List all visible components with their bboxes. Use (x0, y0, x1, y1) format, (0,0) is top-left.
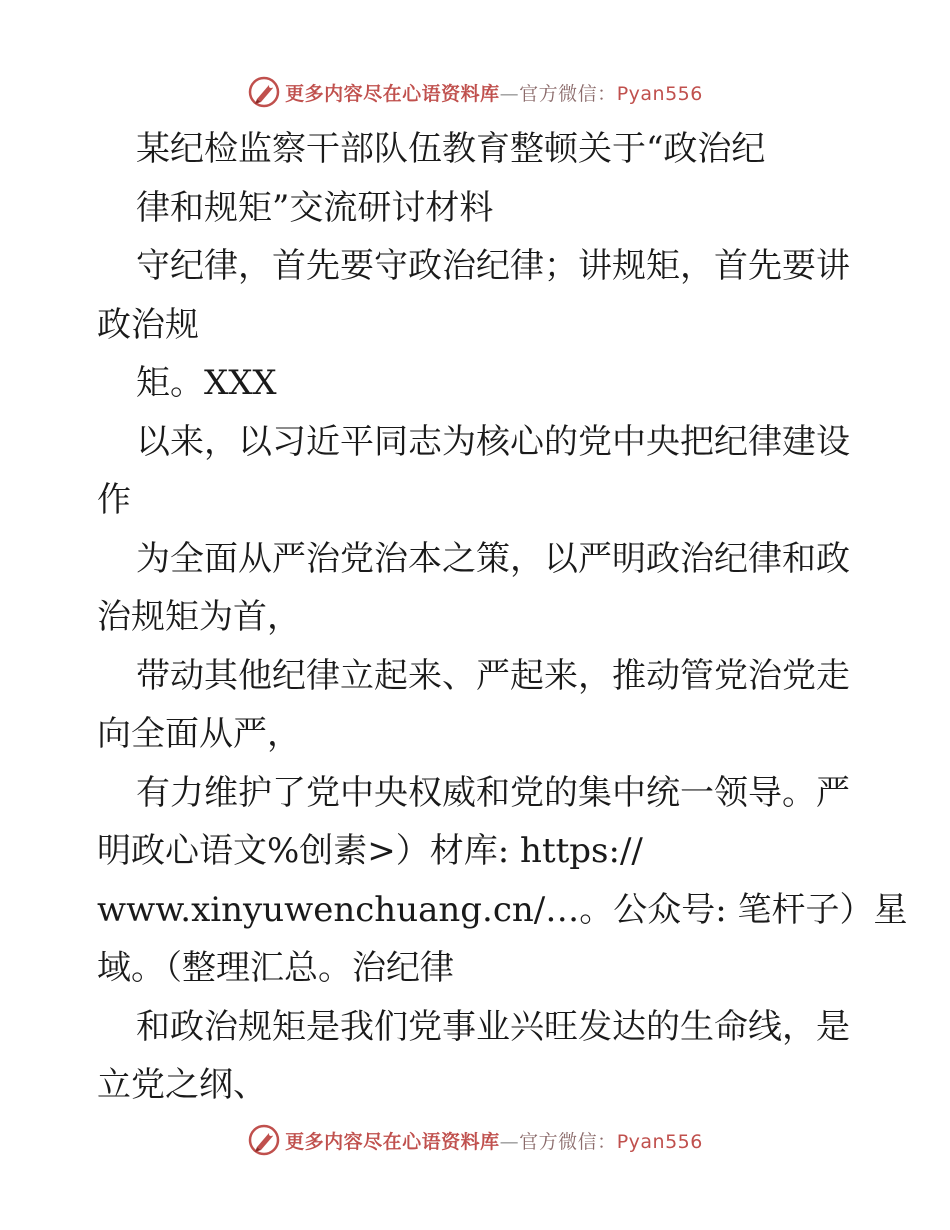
document-line: 律和规矩”交流研讨材料 (136, 187, 494, 228)
document-line: 为全面从严治党治本之策，以严明政治纪律和政 (136, 538, 850, 579)
document-line: 政治规 (97, 304, 199, 345)
document-line: 治规矩为首， (97, 597, 301, 637)
document-line: 向全面从严， (97, 714, 301, 754)
watermark-separator: — (499, 82, 520, 105)
watermark-text (285, 1127, 703, 1154)
document-line: 某纪检监察干部队伍教育整顿关于“政治纪 (136, 129, 766, 169)
document-line: 立党之纲、 (97, 1065, 267, 1105)
document-line: 以来，以习近平同志为核心的党中央把纪律建设 (136, 421, 850, 462)
document-line: 和政治规矩是我们党事业兴旺发达的生命线，是 (136, 1006, 850, 1047)
watermark-wechat-label: 官方微信： (519, 82, 617, 105)
watermark-header (0, 72, 950, 112)
document-line: 作 (97, 480, 131, 520)
pen-logo-icon (247, 1123, 281, 1157)
watermark-wechat-label: 官方微信： (519, 1130, 617, 1153)
document-line: 守纪律，首先要守政治纪律；讲规矩，首先要讲 (136, 246, 850, 286)
watermark-wechat-id: Pyan556 (616, 82, 703, 105)
document-line: www.xinyuwenchuang.cn/…。公众号: 笔杆子）星 (97, 889, 908, 930)
watermark-brand: 更多内容尽在心语资料库 (285, 1130, 500, 1153)
watermark-separator: — (499, 1130, 520, 1153)
document-line: 有力维护了党中央权威和党的集中统一领导。严 (136, 772, 850, 813)
watermark-wechat-id: Pyan556 (616, 1130, 703, 1153)
document-line: 明政心语文%创素>）材库: https:// (97, 831, 643, 871)
watermark-brand: 更多内容尽在心语资料库 (285, 82, 500, 105)
document-line: 带动其他纪律立起来、严起来，推动管党治党走 (136, 655, 850, 696)
document-line: 矩。XXX (136, 363, 277, 403)
document-body (97, 120, 908, 1115)
document-line: 域。（整理汇总。治纪律 (97, 948, 454, 988)
watermark-footer (0, 1120, 950, 1160)
pen-logo-icon (247, 75, 281, 109)
watermark-text (285, 79, 703, 106)
